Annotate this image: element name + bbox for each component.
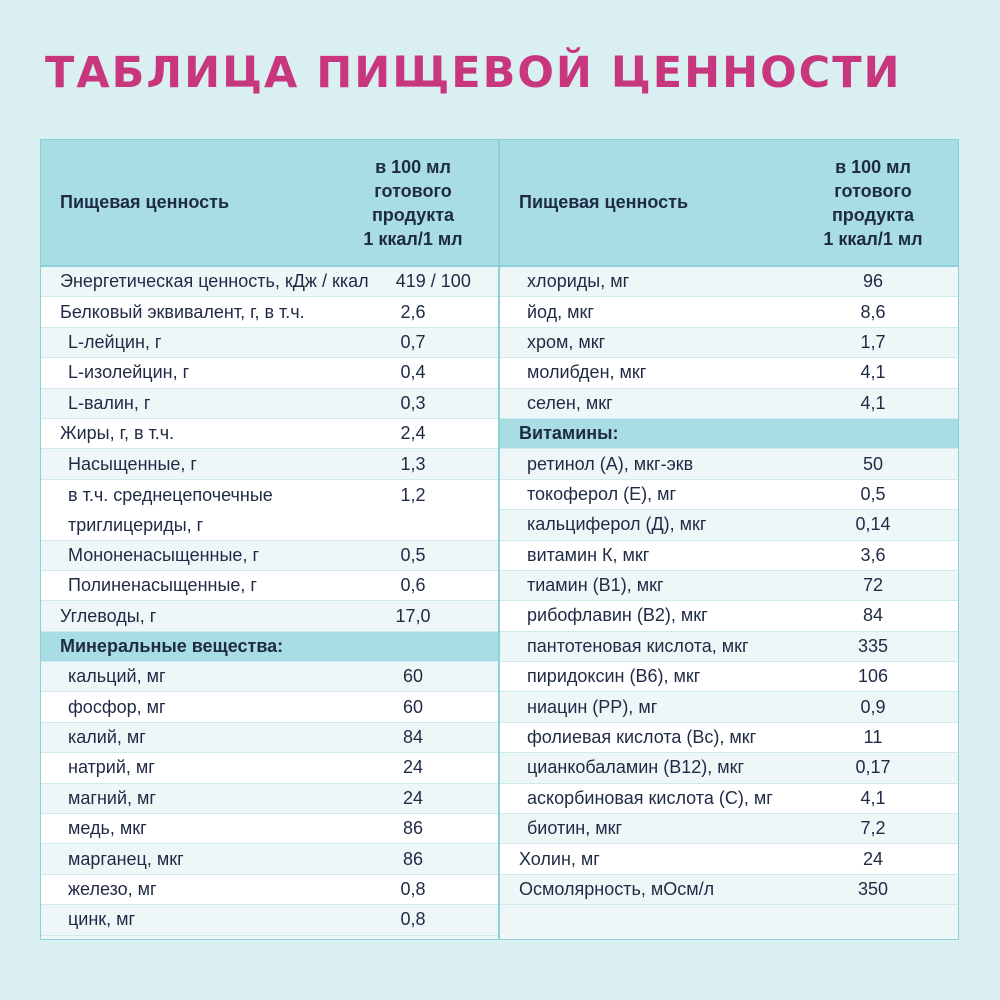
row-name: кальциферол (Д), мкг	[527, 514, 707, 535]
row-name: в т.ч. среднецепочечные триглицериды, г	[68, 484, 273, 536]
header-value-label: в 100 мл готового продукта 1 ккал/1 мл	[823, 156, 923, 249]
table-header-left	[41, 140, 498, 267]
row-name: витамин К, мкг	[527, 544, 650, 565]
row-value: 350	[857, 879, 889, 899]
row-value: 0,6	[400, 575, 426, 596]
row-value: 0,5	[860, 483, 886, 504]
row-name: Насыщенные, г	[68, 453, 197, 474]
row-name: токоферол (Е), мг	[527, 483, 677, 504]
header-name-label: Пищевая ценность	[519, 192, 689, 212]
row-name: Холин, мг	[519, 848, 600, 869]
table-row	[500, 510, 958, 540]
row-name: Осмолярность, мОсм/л	[519, 879, 715, 899]
table-row	[500, 692, 958, 722]
table-row	[41, 480, 498, 541]
row-value: 0,14	[855, 514, 891, 535]
row-name: хлориды, мг	[527, 271, 630, 292]
row-name: фосфор, мг	[68, 696, 166, 717]
table-row	[500, 844, 958, 874]
table-row	[500, 723, 958, 753]
header-value-label: в 100 мл готового продукта 1 ккал/1 мл	[363, 156, 463, 249]
table-filler	[41, 936, 498, 939]
table-row	[500, 875, 958, 905]
row-value: 0,9	[860, 696, 886, 717]
row-value: 2,4	[400, 423, 426, 444]
row-name: Витамины:	[519, 423, 619, 444]
table-column-right	[500, 140, 958, 939]
row-value: 0,5	[400, 544, 426, 565]
row-name: кальций, мг	[68, 666, 166, 687]
row-value: 11	[863, 727, 883, 748]
table-body-left	[41, 267, 498, 939]
row-value: 60	[402, 666, 424, 687]
row-name: медь, мкг	[68, 818, 147, 839]
row-name: L-лейцин, г	[68, 331, 162, 352]
row-name: калий, мг	[68, 727, 146, 748]
table-row	[41, 541, 498, 571]
row-name: ретинол (А), мкг-экв	[527, 453, 694, 474]
row-value: 0,8	[400, 879, 426, 900]
row-name: железо, мг	[68, 879, 157, 900]
table-row	[500, 784, 958, 814]
row-value: 17,0	[395, 605, 431, 626]
row-name: йод, мкг	[527, 301, 594, 322]
row-name: магний, мг	[68, 787, 156, 808]
table-row	[41, 358, 498, 388]
table-row	[500, 358, 958, 388]
row-name: Минеральные вещества:	[60, 635, 284, 656]
row-name: хром, мкг	[527, 331, 606, 352]
section-header-row	[500, 419, 958, 449]
row-value: 24	[862, 848, 884, 869]
table-row	[41, 601, 498, 631]
table-row	[41, 875, 498, 905]
table-row	[41, 905, 498, 935]
table-row	[500, 449, 958, 479]
row-name: пиридоксин (В6), мкг	[527, 666, 701, 687]
row-value: 0,8	[400, 909, 426, 930]
row-value: 8,6	[860, 301, 886, 322]
row-value: 1,7	[860, 331, 886, 352]
table-row	[41, 267, 498, 297]
row-value: 4,1	[860, 787, 886, 808]
row-value: 4,1	[860, 392, 886, 413]
table-row	[41, 692, 498, 722]
row-name: Жиры, г, в т.ч.	[60, 423, 175, 444]
table-body-right	[500, 267, 958, 939]
row-name: молибден, мкг	[527, 362, 647, 383]
row-name: аскорбиновая кислота (С), мг	[527, 787, 773, 808]
row-value: 0,7	[400, 331, 426, 352]
row-value: 7,2	[860, 818, 886, 839]
table-row	[41, 844, 498, 874]
row-value: 24	[402, 787, 424, 808]
row-name: цинк, мг	[68, 909, 136, 930]
row-value: 2,6	[400, 301, 426, 322]
row-value: 1,2	[400, 484, 426, 505]
section-header-row	[41, 632, 498, 662]
row-name: L-изолейцин, г	[68, 362, 190, 383]
header-name-label: Пищевая ценность	[60, 192, 230, 212]
table-row	[41, 328, 498, 358]
nutrition-table	[40, 139, 959, 940]
row-value: 84	[402, 727, 424, 748]
row-value: 1,3	[400, 453, 426, 474]
page-title: ТАБЛИЦА ПИЩЕВОЙ ЦЕННОСТИ	[45, 48, 902, 98]
row-value: 0,17	[855, 757, 891, 778]
row-name: Мононенасыщенные, г	[68, 544, 260, 565]
table-row	[500, 814, 958, 844]
table-row	[41, 814, 498, 844]
row-name: рибофлавин (В2), мкг	[527, 605, 708, 626]
table-row	[41, 723, 498, 753]
row-value: 86	[402, 848, 424, 869]
row-value: 0,3	[400, 392, 426, 413]
row-value: 84	[862, 605, 884, 626]
row-value: 335	[857, 635, 889, 656]
table-row	[41, 753, 498, 783]
table-row	[500, 571, 958, 601]
table-row	[500, 541, 958, 571]
table-row	[500, 662, 958, 692]
row-name: ниацин (РР), мг	[527, 696, 658, 717]
table-row	[500, 389, 958, 419]
row-name: Полиненасыщенные, г	[68, 575, 257, 596]
row-name: пантотеновая кислота, мкг	[527, 635, 749, 656]
row-value: 60	[402, 696, 424, 717]
table-row	[41, 297, 498, 327]
table-row	[41, 449, 498, 479]
row-value: 72	[862, 575, 884, 596]
table-row	[500, 480, 958, 510]
row-name: тиамин (В1), мкг	[527, 575, 664, 596]
table-column-left	[41, 140, 500, 939]
row-name: биотин, мкг	[527, 818, 623, 839]
table-row	[500, 267, 958, 297]
row-value: 419 / 100	[395, 271, 471, 292]
row-name: селен, мкг	[527, 392, 613, 413]
table-row	[500, 753, 958, 783]
table-row	[41, 419, 498, 449]
row-value: 86	[402, 818, 424, 839]
row-name: L-валин, г	[68, 392, 151, 413]
row-value: 3,6	[860, 544, 886, 565]
table-row	[41, 662, 498, 692]
table-row	[41, 571, 498, 601]
row-value: 0,4	[400, 362, 426, 383]
row-name: цианкобаламин (В12), мкг	[527, 757, 745, 778]
row-name: фолиевая кислота (Вс), мкг	[527, 727, 757, 748]
table-row	[41, 784, 498, 814]
row-name: марганец, мкг	[68, 848, 184, 869]
row-value: 4,1	[860, 362, 886, 383]
table-row	[500, 601, 958, 631]
row-name: Углеводы, г	[60, 605, 157, 626]
row-name: Белковый эквивалент, г, в т.ч.	[60, 301, 305, 322]
row-value: 50	[862, 453, 884, 474]
table-row	[500, 632, 958, 662]
table-header-right	[500, 140, 958, 267]
row-name: Энергетическая ценность, кДж / ккал	[60, 271, 369, 292]
table-row	[41, 389, 498, 419]
table-row	[500, 328, 958, 358]
table-filler	[500, 905, 958, 939]
table-row	[500, 297, 958, 327]
row-name: натрий, мг	[68, 757, 155, 778]
row-value: 96	[862, 271, 884, 292]
row-value: 24	[402, 757, 424, 778]
row-value: 106	[857, 666, 889, 687]
